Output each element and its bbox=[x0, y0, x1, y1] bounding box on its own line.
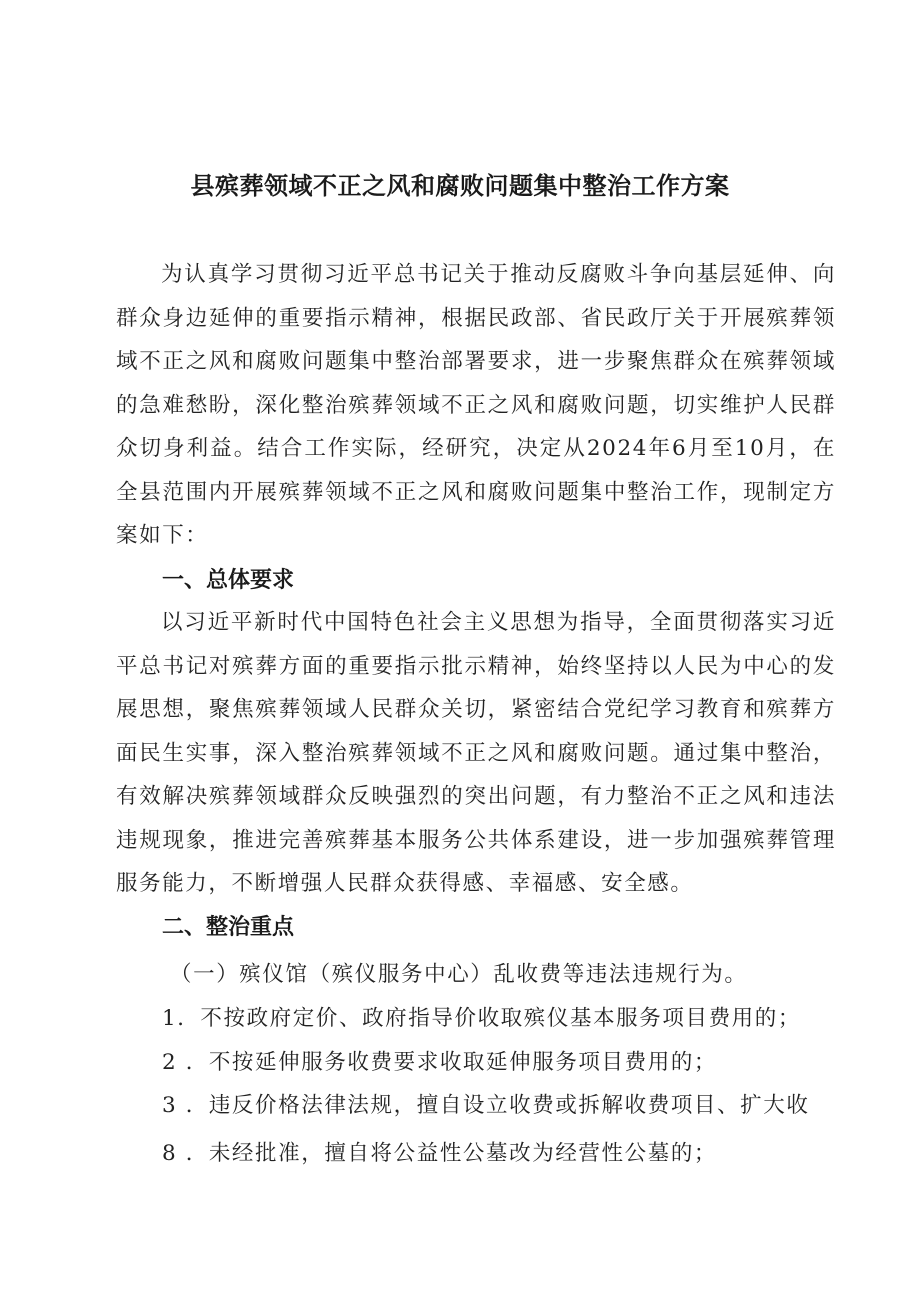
section-heading-rectification-focus: 二、整治重点 bbox=[162, 915, 295, 940]
general-requirements-paragraph: 以习近平新时代中国特色社会主义思想为指导，全面贯彻落实习近平总书记对殡葬方面的重要指示批示精神，始终坚持以人民为中心的发展思想，聚焦殡葬领域人民群众关切，紧密结合党纪学习教育和殡葬方面民生实事，深入整治殡葬领域不正之风和腐败问题。通过集中整治，有效解决殡葬领域群众反映强烈的突出问题，有力整治不正之风和违法违规现象，推进完善殡葬基本服务公共体系建设，进一步加强殡葬管理服务能力，不断增强人民群众获得感、幸福感、安全感。 bbox=[116, 610, 836, 896]
list-item: 1．不按政府定价、政府指导价收取殡仪基本服务项目费用的； bbox=[162, 1006, 801, 1031]
document-title: 县殡葬领域不正之风和腐败问题集中整治工作方案 bbox=[190, 172, 730, 200]
intro-paragraph: 为认真学习贯彻习近平总书记关于推动反腐败斗争向基层延伸、向群众身边延伸的重要指示精神，根据民政部、省民政厅关于开展殡葬领域不正之风和腐败问题集中整治部署要求，进一步聚焦群众在殡葬领域的急难愁盼，深化整治殡葬领域不正之风和腐败问题，切实维护人民群众切身利益。结合工作实际，经研究，决定从2024年6月至10月，在全县范围内开展殡葬领域不正之风和腐败问题集中整治工作，现制定方案如下： bbox=[116, 262, 836, 548]
section-heading-general-requirements: 一、总体要求 bbox=[162, 568, 295, 593]
list-item: 8 ．未经批准，擅自将公益性公墓改为经营性公墓的； bbox=[162, 1141, 718, 1166]
subsection-heading: （一）殡仪馆（殡仪服务中心）乱收费等违法违规行为。 bbox=[170, 962, 748, 987]
list-item: 3 ．违反价格法律法规，擅自设立收费或拆解收费项目、扩大收 bbox=[162, 1093, 810, 1118]
list-item: 2 ．不按延伸服务收费要求收取延伸服务项目费用的； bbox=[162, 1050, 718, 1075]
